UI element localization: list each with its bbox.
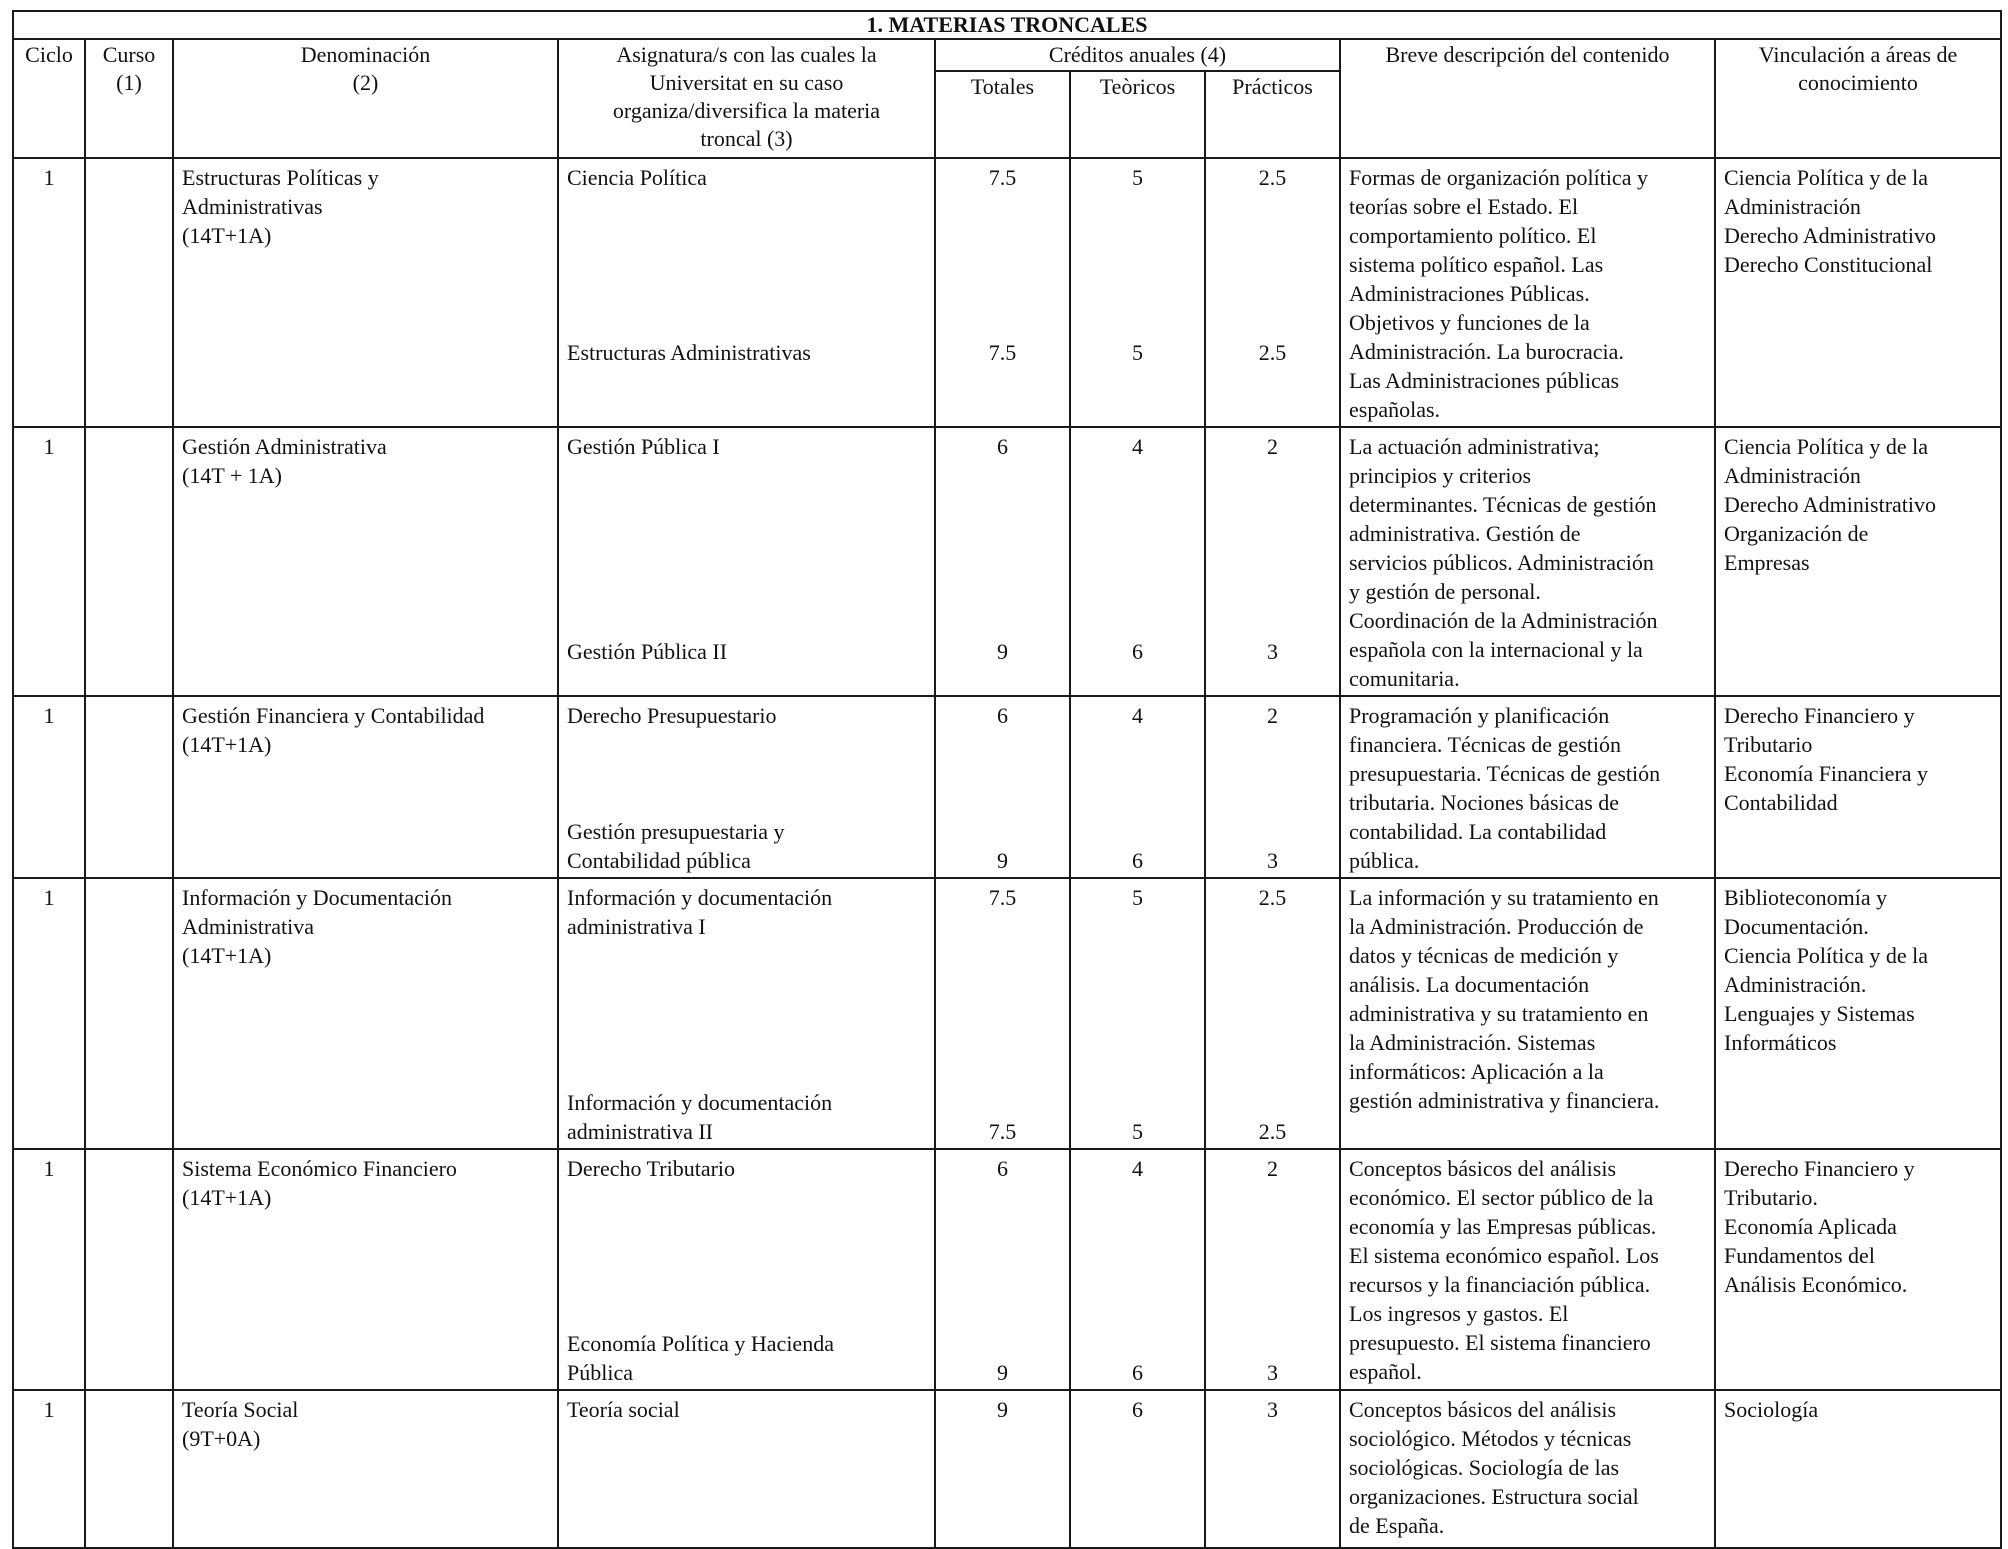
- asignatura-name-line: Información y documentación: [567, 1090, 833, 1115]
- asignatura-name-line: administrativa II: [567, 1119, 714, 1144]
- cell-totales: [935, 1390, 1070, 1548]
- practicos-block: [1214, 432, 1331, 461]
- header-denominacion-label: Denominación: [300, 42, 431, 67]
- descripcion-line: principios y criterios: [1349, 463, 1532, 488]
- cell-practicos: [1205, 158, 1340, 427]
- cell-ciclo: [13, 878, 85, 1149]
- asignatura-name-line: Gestión Pública II: [567, 639, 728, 664]
- totales-block: [944, 1395, 1061, 1424]
- teoricos-value: 5: [1132, 1119, 1143, 1144]
- practicos-block: [1214, 1395, 1331, 1424]
- asignatura-block: [567, 1329, 926, 1387]
- cell-practicos: [1205, 878, 1340, 1149]
- vinculacion-line: Análisis Económico.: [1724, 1272, 1908, 1297]
- descripcion-line: Conceptos básicos del análisis: [1349, 1397, 1617, 1422]
- denominacion-line: (14T+1A): [182, 223, 272, 248]
- cell-denominacion: [173, 1390, 558, 1548]
- header-denominacion-note: (2): [352, 70, 379, 95]
- descripcion-line: sistema político español. Las: [1349, 252, 1604, 277]
- table-row: [13, 1390, 2001, 1548]
- asignatura-name-line: administrativa I: [567, 914, 706, 939]
- header-vinculacion: [1715, 39, 2001, 158]
- asignatura-name-line: Derecho Tributario: [567, 1156, 736, 1181]
- descripcion-line: la Administración. Sistemas: [1349, 1030, 1596, 1055]
- cell-descripcion: [1340, 1390, 1715, 1548]
- ciclo-value: 1: [43, 703, 55, 728]
- cell-denominacion: [173, 1149, 558, 1390]
- teoricos-block: [1079, 637, 1196, 666]
- teoricos-value: 5: [1132, 340, 1143, 365]
- header-denominacion: [173, 39, 558, 158]
- teoricos-value: 4: [1132, 434, 1143, 459]
- cell-asignatura: [558, 878, 935, 1149]
- header-ciclo-label: Ciclo: [25, 42, 73, 67]
- table-row: [13, 696, 2001, 878]
- cell-vinculacion: [1715, 696, 2001, 878]
- ciclo-value: 1: [43, 1397, 55, 1422]
- cell-denominacion: [173, 878, 558, 1149]
- cell-ciclo: [13, 158, 85, 427]
- cell-asignatura: [558, 1149, 935, 1390]
- descripcion-line: Los ingresos y gastos. El: [1349, 1301, 1569, 1326]
- descripcion-line: El sistema económico español. Los: [1349, 1243, 1659, 1268]
- descripcion-line: españolas.: [1349, 397, 1441, 422]
- vinculacion-line: Derecho Administrativo: [1724, 223, 1937, 248]
- cell-teoricos: [1070, 1390, 1205, 1548]
- cell-teoricos: [1070, 158, 1205, 427]
- totales-block: [944, 338, 1061, 367]
- cell-curso: [85, 1149, 173, 1390]
- header-vinculacion-label: Vinculación a áreas de conocimiento: [1758, 42, 1958, 95]
- descripcion-line: Coordinación de la Administración: [1349, 608, 1658, 633]
- asignatura-name-line: Economía Política y Hacienda: [567, 1331, 834, 1356]
- practicos-block: [1214, 1117, 1331, 1146]
- totales-block: [944, 883, 1061, 912]
- totales-block: [944, 1358, 1061, 1387]
- totales-value: 7.5: [988, 165, 1017, 190]
- descripcion-line: contabilidad. La contabilidad: [1349, 819, 1607, 844]
- materias-troncales-table: [12, 10, 2002, 1549]
- teoricos-block: [1079, 1154, 1196, 1183]
- descripcion-line: de España.: [1349, 1513, 1445, 1538]
- practicos-value: 3: [1267, 1360, 1278, 1385]
- denominacion-line: (9T+0A): [182, 1426, 261, 1451]
- practicos-value: 2.5: [1258, 340, 1287, 365]
- descripcion-line: Conceptos básicos del análisis: [1349, 1156, 1617, 1181]
- teoricos-block: [1079, 432, 1196, 461]
- vinculacion-line: Ciencia Política y de la: [1724, 943, 1929, 968]
- teoricos-block: [1079, 1117, 1196, 1146]
- descripcion-line: datos y técnicas de medición y: [1349, 943, 1619, 968]
- practicos-value: 2.5: [1258, 165, 1287, 190]
- cell-practicos: [1205, 1390, 1340, 1548]
- cell-ciclo: [13, 696, 85, 878]
- cell-curso: [85, 1390, 173, 1548]
- asignatura-name-line: Información y documentación: [567, 885, 833, 910]
- vinculacion-line: Administración: [1724, 194, 1861, 219]
- cell-ciclo: [13, 427, 85, 696]
- totales-value: 9: [997, 848, 1008, 873]
- practicos-block: [1214, 1358, 1331, 1387]
- descripcion-line: teorías sobre el Estado. El: [1349, 194, 1579, 219]
- table-row: [13, 158, 2001, 427]
- asignatura-block: [567, 817, 926, 875]
- practicos-block: [1214, 846, 1331, 875]
- header-asignatura: [558, 39, 935, 158]
- header-curso-label: Curso: [102, 42, 156, 67]
- descripcion-line: presupuestaria. Técnicas de gestión: [1349, 761, 1661, 786]
- document-page: [12, 10, 2000, 1549]
- denominacion-line: Gestión Financiera y Contabilidad: [182, 703, 485, 728]
- denominacion-line: Sistema Económico Financiero: [182, 1156, 457, 1181]
- teoricos-block: [1079, 163, 1196, 192]
- descripcion-line: comunitaria.: [1349, 666, 1460, 691]
- denominacion-line: Teoría Social: [182, 1397, 299, 1422]
- cell-teoricos: [1070, 878, 1205, 1149]
- vinculacion-line: Contabilidad: [1724, 790, 1838, 815]
- vinculacion-line: Biblioteconomía y: [1724, 885, 1888, 910]
- descripcion-line: administrativa y su tratamiento en: [1349, 1001, 1649, 1026]
- header-descripcion: [1340, 39, 1715, 158]
- descripcion-line: económico. El sector público de la: [1349, 1185, 1654, 1210]
- vinculacion-line: Tributario.: [1724, 1185, 1818, 1210]
- totales-value: 6: [997, 434, 1008, 459]
- asignatura-name-line: Gestión presupuestaria y: [567, 819, 785, 844]
- header-ciclo: [13, 39, 85, 158]
- header-creditos: [935, 39, 1340, 71]
- asignatura-block: [567, 338, 926, 367]
- descripcion-line: española con la internacional y la: [1349, 637, 1643, 662]
- header-totales: [935, 71, 1070, 158]
- asignatura-block: [567, 163, 926, 192]
- practicos-value: 2: [1267, 703, 1278, 728]
- teoricos-value: 4: [1132, 703, 1143, 728]
- ciclo-value: 1: [43, 165, 55, 190]
- vinculacion-line: Derecho Administrativo: [1724, 492, 1937, 517]
- practicos-value: 3: [1267, 1397, 1278, 1422]
- asignatura-name-line: Pública: [567, 1360, 633, 1385]
- cell-vinculacion: [1715, 1390, 2001, 1548]
- teoricos-value: 6: [1132, 1397, 1143, 1422]
- teoricos-value: 6: [1132, 639, 1143, 664]
- vinculacion-line: Derecho Constitucional: [1724, 252, 1933, 277]
- vinculacion-line: Tributario: [1724, 732, 1813, 757]
- totales-block: [944, 637, 1061, 666]
- vinculacion-line: Fundamentos del: [1724, 1243, 1875, 1268]
- descripcion-line: Administración. La burocracia.: [1349, 339, 1624, 364]
- descripcion-line: la Administración. Producción de: [1349, 914, 1644, 939]
- cell-denominacion: [173, 427, 558, 696]
- header-creditos-label: Créditos anuales (4): [1048, 42, 1227, 67]
- totales-value: 9: [997, 1397, 1008, 1422]
- ciclo-value: 1: [43, 434, 55, 459]
- table-title: 1. MATERIAS TRONCALES: [13, 11, 2001, 39]
- denominacion-line: (14T+1A): [182, 1185, 272, 1210]
- cell-vinculacion: [1715, 158, 2001, 427]
- practicos-block: [1214, 1154, 1331, 1183]
- cell-curso: [85, 878, 173, 1149]
- vinculacion-line: Economía Aplicada: [1724, 1214, 1897, 1239]
- practicos-value: 3: [1267, 848, 1278, 873]
- descripcion-line: Formas de organización política y: [1349, 165, 1648, 190]
- totales-value: 9: [997, 639, 1008, 664]
- asignatura-name-line: Gestión Pública I: [567, 434, 720, 459]
- header-asignatura-label: Asignatura/s con las cuales la Universitat en su caso organiza/diversifica la materia troncal (3): [612, 42, 881, 151]
- denominacion-line: Administrativa: [182, 914, 314, 939]
- ciclo-value: 1: [43, 885, 55, 910]
- cell-curso: [85, 696, 173, 878]
- asignatura-block: [567, 1395, 926, 1424]
- teoricos-block: [1079, 1358, 1196, 1387]
- asignatura-block: [567, 883, 926, 941]
- descripcion-line: organizaciones. Estructura social: [1349, 1484, 1639, 1509]
- practicos-value: 2: [1267, 1156, 1278, 1181]
- asignatura-block: [567, 432, 926, 461]
- practicos-block: [1214, 637, 1331, 666]
- cell-asignatura: [558, 427, 935, 696]
- vinculacion-line: Empresas: [1724, 550, 1810, 575]
- teoricos-value: 6: [1132, 848, 1143, 873]
- vinculacion-line: Sociología: [1724, 1397, 1819, 1422]
- vinculacion-line: Ciencia Política y de la: [1724, 434, 1929, 459]
- totales-value: 9: [997, 1360, 1008, 1385]
- vinculacion-line: Administración.: [1724, 972, 1867, 997]
- totales-block: [944, 163, 1061, 192]
- asignatura-name-line: Teoría social: [567, 1397, 680, 1422]
- table-row: [13, 878, 2001, 1149]
- asignatura-block: [567, 1154, 926, 1183]
- totales-block: [944, 1117, 1061, 1146]
- practicos-value: 3: [1267, 639, 1278, 664]
- descripcion-line: y gestión de personal.: [1349, 579, 1541, 604]
- practicos-value: 2.5: [1258, 1119, 1287, 1144]
- vinculacion-line: Derecho Financiero y: [1724, 703, 1915, 728]
- header-practicos-label: Prácticos: [1232, 74, 1313, 99]
- cell-asignatura: [558, 1390, 935, 1548]
- descripcion-line: análisis. La documentación: [1349, 972, 1590, 997]
- descripcion-line: servicios públicos. Administración: [1349, 550, 1654, 575]
- descripcion-line: administrativa. Gestión de: [1349, 521, 1581, 546]
- teoricos-block: [1079, 701, 1196, 730]
- descripcion-line: presupuesto. El sistema financiero: [1349, 1330, 1651, 1355]
- table-row: [13, 1149, 2001, 1390]
- cell-denominacion: [173, 158, 558, 427]
- cell-curso: [85, 427, 173, 696]
- vinculacion-line: Derecho Financiero y: [1724, 1156, 1915, 1181]
- cell-teoricos: [1070, 1149, 1205, 1390]
- cell-practicos: [1205, 427, 1340, 696]
- practicos-value: 2: [1267, 434, 1278, 459]
- descripcion-line: Objetivos y funciones de la: [1349, 310, 1590, 335]
- cell-vinculacion: [1715, 878, 2001, 1149]
- descripcion-line: tributaria. Nociones básicas de: [1349, 790, 1620, 815]
- cell-denominacion: [173, 696, 558, 878]
- practicos-block: [1214, 701, 1331, 730]
- descripcion-line: sociológico. Métodos y técnicas: [1349, 1426, 1632, 1451]
- header-descripcion-label: Breve descripción del contenido: [1385, 42, 1670, 67]
- descripcion-line: recursos y la financiación pública.: [1349, 1272, 1651, 1297]
- cell-practicos: [1205, 696, 1340, 878]
- teoricos-value: 5: [1132, 165, 1143, 190]
- table-body: [13, 158, 2001, 1548]
- header-teoricos-label: Teòricos: [1099, 74, 1176, 99]
- descripcion-line: sociológicas. Sociología de las: [1349, 1455, 1620, 1480]
- asignatura-name-line: Ciencia Política: [567, 165, 707, 190]
- cell-ciclo: [13, 1390, 85, 1548]
- cell-descripcion: [1340, 878, 1715, 1149]
- teoricos-block: [1079, 846, 1196, 875]
- descripcion-line: economía y las Empresas públicas.: [1349, 1214, 1657, 1239]
- vinculacion-line: Lenguajes y Sistemas: [1724, 1001, 1915, 1026]
- descripcion-line: español.: [1349, 1359, 1422, 1384]
- cell-totales: [935, 158, 1070, 427]
- vinculacion-line: Organización de: [1724, 521, 1869, 546]
- practicos-block: [1214, 883, 1331, 912]
- totales-block: [944, 1154, 1061, 1183]
- totales-block: [944, 846, 1061, 875]
- cell-ciclo: [13, 1149, 85, 1390]
- cell-asignatura: [558, 158, 935, 427]
- asignatura-name-line: Contabilidad pública: [567, 848, 751, 873]
- cell-totales: [935, 878, 1070, 1149]
- cell-practicos: [1205, 1149, 1340, 1390]
- table-row: [13, 427, 2001, 696]
- vinculacion-line: Ciencia Política y de la: [1724, 165, 1929, 190]
- denominacion-line: (14T + 1A): [182, 463, 282, 488]
- ciclo-value: 1: [43, 1156, 55, 1181]
- descripcion-line: financiera. Técnicas de gestión: [1349, 732, 1622, 757]
- descripcion-line: comportamiento político. El: [1349, 223, 1597, 248]
- denominacion-line: Gestión Administrativa: [182, 434, 387, 459]
- denominacion-line: (14T+1A): [182, 732, 272, 757]
- totales-value: 7.5: [988, 340, 1017, 365]
- descripcion-line: Las Administraciones públicas: [1349, 368, 1620, 393]
- vinculacion-line: Informáticos: [1724, 1030, 1837, 1055]
- totales-value: 6: [997, 703, 1008, 728]
- practicos-block: [1214, 338, 1331, 367]
- teoricos-block: [1079, 883, 1196, 912]
- header-curso: [85, 39, 173, 158]
- teoricos-block: [1079, 1395, 1196, 1424]
- cell-descripcion: [1340, 696, 1715, 878]
- denominacion-line: Información y Documentación: [182, 885, 453, 910]
- asignatura-name-line: Estructuras Administrativas: [567, 340, 811, 365]
- cell-totales: [935, 1149, 1070, 1390]
- descripcion-line: gestión administrativa y financiera.: [1349, 1088, 1660, 1113]
- header-practicos: [1205, 71, 1340, 158]
- teoricos-value: 5: [1132, 885, 1143, 910]
- descripcion-line: pública.: [1349, 848, 1420, 873]
- denominacion-line: Administrativas: [182, 194, 323, 219]
- descripcion-line: Programación y planificación: [1349, 703, 1610, 728]
- vinculacion-line: Administración: [1724, 463, 1861, 488]
- cell-vinculacion: [1715, 427, 2001, 696]
- cell-descripcion: [1340, 158, 1715, 427]
- practicos-value: 2.5: [1258, 885, 1287, 910]
- header-teoricos: [1070, 71, 1205, 158]
- teoricos-block: [1079, 338, 1196, 367]
- totales-block: [944, 432, 1061, 461]
- asignatura-block: [567, 1088, 926, 1146]
- denominacion-line: Estructuras Políticas y: [182, 165, 379, 190]
- cell-totales: [935, 427, 1070, 696]
- cell-descripcion: [1340, 1149, 1715, 1390]
- cell-asignatura: [558, 696, 935, 878]
- header-curso-note: (1): [116, 70, 142, 95]
- denominacion-line: (14T+1A): [182, 943, 272, 968]
- cell-vinculacion: [1715, 1149, 2001, 1390]
- totales-value: 6: [997, 1156, 1008, 1181]
- teoricos-value: 6: [1132, 1360, 1143, 1385]
- cell-teoricos: [1070, 427, 1205, 696]
- asignatura-block: [567, 701, 926, 730]
- vinculacion-line: Economía Financiera y: [1724, 761, 1929, 786]
- cell-teoricos: [1070, 696, 1205, 878]
- totales-block: [944, 701, 1061, 730]
- cell-curso: [85, 158, 173, 427]
- totales-value: 7.5: [988, 885, 1017, 910]
- descripcion-line: La actuación administrativa;: [1349, 434, 1600, 459]
- cell-totales: [935, 696, 1070, 878]
- teoricos-value: 4: [1132, 1156, 1143, 1181]
- practicos-block: [1214, 163, 1331, 192]
- cell-descripcion: [1340, 427, 1715, 696]
- asignatura-name-line: Derecho Presupuestario: [567, 703, 777, 728]
- descripcion-line: Administraciones Públicas.: [1349, 281, 1590, 306]
- header-totales-label: Totales: [970, 74, 1035, 99]
- descripcion-line: informáticos: Aplicación a la: [1349, 1059, 1604, 1084]
- asignatura-block: [567, 637, 926, 666]
- totales-value: 7.5: [988, 1119, 1017, 1144]
- descripcion-line: determinantes. Técnicas de gestión: [1349, 492, 1657, 517]
- vinculacion-line: Documentación.: [1724, 914, 1869, 939]
- descripcion-line: La información y su tratamiento en: [1349, 885, 1659, 910]
